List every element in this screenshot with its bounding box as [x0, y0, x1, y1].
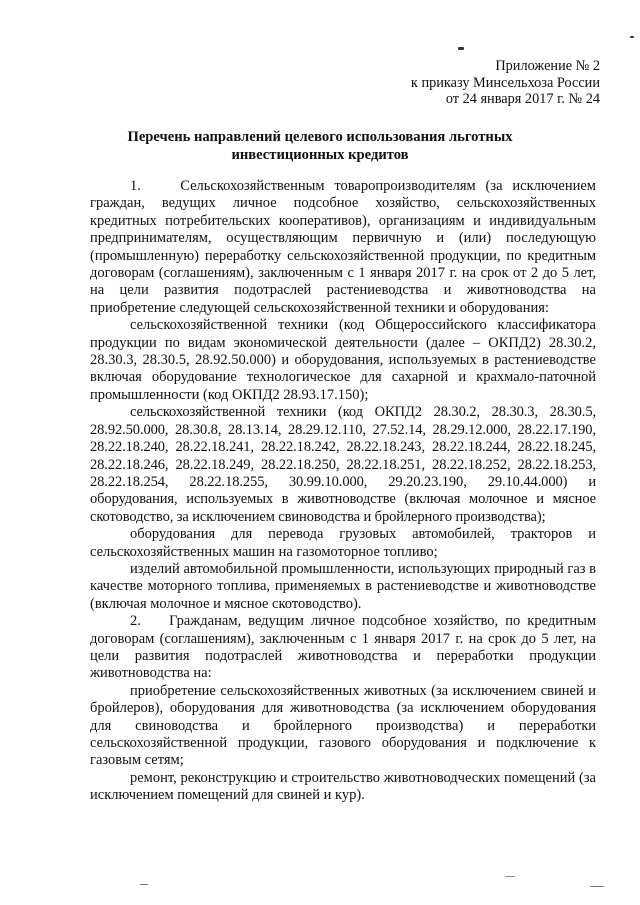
paragraph-animals-equipment: приобретение сельскохозяйственных животных (за исключением свиней и бройлеров), оборудования для животноводства (за исключением оборудования для свиноводства и бройлерного производства) и переработки сельскохозяйственной продукции, газового оборудования и подключение к газовым сетям;	[90, 682, 596, 769]
paragraph-item-1: 1. Сельскохозяйственным товаропроизводителям (за исключением граждан, ведущих личное подсобное хозяйство, сельскохозяйственных кредитных потребительских кооперативов), организациям и индивидуальным предпринимателям, осуществляющим первичную и (или) последующую (промышленную) переработку сельскохозяйственной продукции, по кредитным договорам (соглашениям), заключенным с 1 января 2017 г. на срок от 2 до 5 лет, на цели развития подотраслей растениеводства и животноводства на приобретение следующей сельскохозяйственной техники и оборудования:	[90, 178, 596, 316]
paragraph-crop-machinery: сельскохозяйственной техники (код Общероссийского классификатора продукции по видам экономической деятельности (далее – ОКПД2) 28.30.2, 28.30.3, 28.30.5, 28.92.50.000) и оборудования, используемых в растениеводстве включая оборудование технологическое для сахарной и крахмало-паточной промышленности (код ОКПД2 28.93.17.150);	[90, 317, 596, 403]
paragraph-gas-vehicles: изделий автомобильной промышленности, использующих природный газ в качестве моторного топлива, применяемых в растениеводстве и животноводстве (включая молочное и мясное скотоводство).	[90, 560, 596, 612]
scan-speck	[140, 884, 148, 885]
scan-speck	[458, 47, 464, 50]
paragraph-livestock-machinery: сельскохозяйственной техники (код ОКПД2 28.30.2, 28.30.3, 28.30.5, 28.92.50.000, 28.30.8, 28.13.14, 28.29.12.110, 27.52.14, 28.29.12.000, 28.22.17.190, 28.22.18.240, 28.22.18.241, 28.22.18.242, 28.22.18.243, 28.22.18.244, 28.22.18.245, 28.22.18.246, 28.22.18.249, 28.22.18.250, 28.22.18.251, 28.22.18.252, 28.22.18.253, 28.22.18.254, 28.22.18.255, 30.99.10.000, 29.20.23.190, 29.10.44.000) и оборудования, используемых в животноводстве (включая молочное и мясное скотоводство, за исключением свиноводства и бройлерного производства);	[90, 404, 596, 525]
title-line-1: Перечень направлений целевого использования льготных	[127, 129, 513, 145]
paragraph-gas-conversion: оборудования для перевода грузовых автомобилей, тракторов и сельскохозяйственных машин на газомоторное топливо;	[90, 526, 596, 560]
scan-speck	[590, 886, 604, 887]
appendix-order: к приказу Минсельхоза России	[410, 74, 600, 91]
appendix-number: Приложение № 2	[495, 58, 600, 74]
scan-speck	[630, 36, 634, 38]
paragraph-buildings: ремонт, реконструкцию и строительство животноводческих помещений (за исключением помещений для свиней и кур).	[90, 769, 596, 804]
appendix-date: от 24 января 2017 г. № 24	[445, 91, 600, 107]
title-line-2: инвестиционных кредитов	[231, 147, 409, 163]
appendix-header	[411, 58, 600, 108]
paragraph-item-2: 2. Гражданам, ведущим личное подсобное хозяйство, по кредитным договорам (соглашениям), заключенным с 1 января 2017 г. на срок до 5 лет, на цели развития подотраслей животноводства и переработки продукции животноводства на:	[90, 613, 596, 682]
scan-speck	[505, 876, 515, 877]
document-title	[0, 128, 640, 164]
document-body	[90, 178, 596, 805]
